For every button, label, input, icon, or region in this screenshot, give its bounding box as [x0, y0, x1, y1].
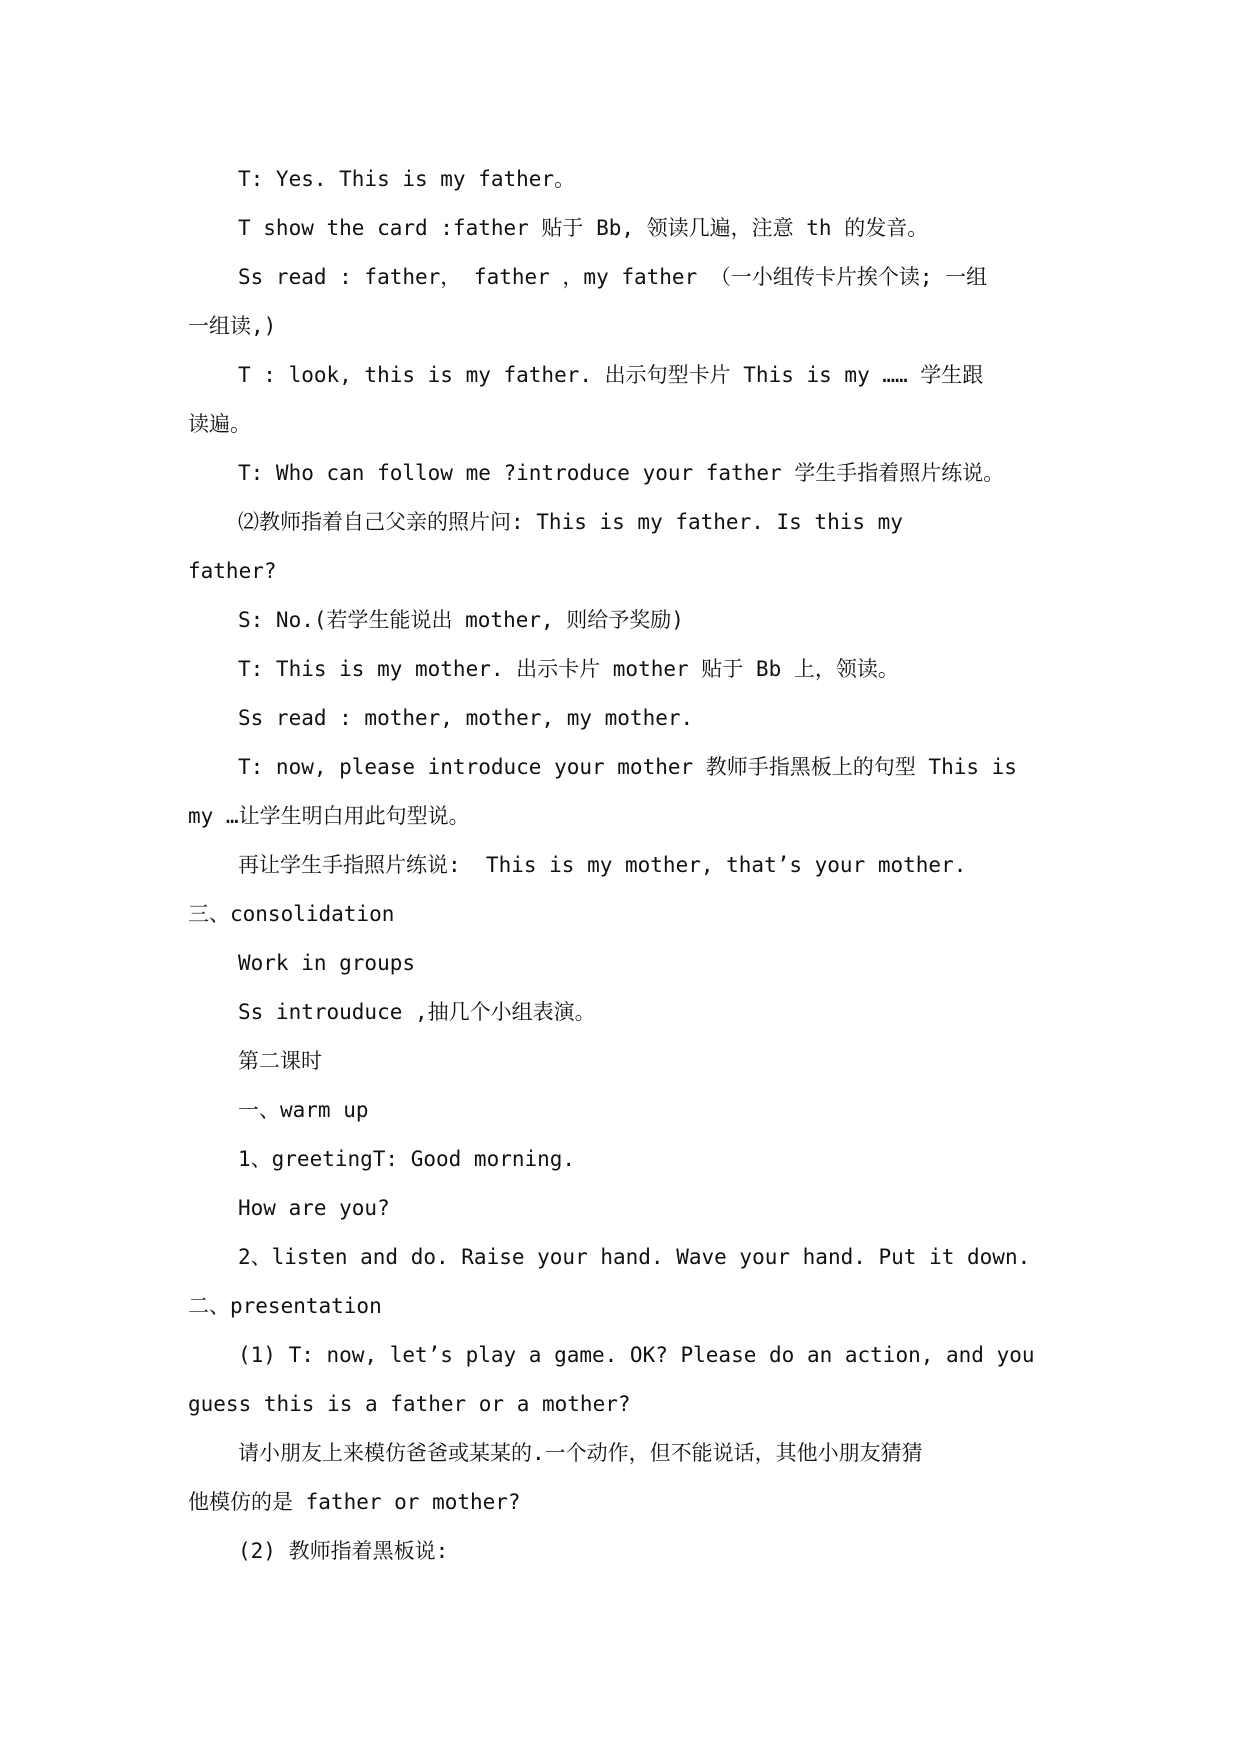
- text-line: 1、greetingT: Good morning.: [238, 1147, 576, 1171]
- document-body: [188, 155, 1058, 1576]
- text-line: 他模仿的是 father or mother?: [188, 1490, 521, 1514]
- text-line: T: Who can follow me ?introduce your father 学生手指着照片练说。: [238, 461, 1005, 485]
- text-line: T : look, this is my father. 出示句型卡片 This is my …… 学生跟: [238, 363, 984, 387]
- text-line: T show the card :father 贴于 Bb, 领读几遍，注意 th 的发音。: [238, 216, 929, 240]
- text-line: 一组读,): [188, 314, 277, 338]
- text-line: guess this is a father or a mother?: [188, 1392, 631, 1416]
- text-line: my …让学生明白用此句型说。: [188, 804, 470, 828]
- text-line: Ss read : mother, mother, my mother.: [238, 706, 694, 730]
- text-line: T: Yes. This is my father。: [238, 167, 576, 191]
- text-line: 请小朋友上来模仿爸爸或某某的.一个动作，但不能说话，其他小朋友猜猜: [238, 1441, 923, 1465]
- text-line: father?: [188, 559, 277, 583]
- text-line: 2、listen and do. Raise your hand. Wave your hand. Put it down.: [238, 1245, 1031, 1269]
- text-line: T: This is my mother. 出示卡片 mother 贴于 Bb 上，领读。: [238, 657, 899, 681]
- text-line: T: now, please introduce your mother 教师手指黑板上的句型 This is: [238, 755, 1017, 779]
- text-line: Ss read : father， father ，my father （一小组传卡片挨个读; 一组: [238, 265, 988, 289]
- text-line: (1) T: now, let’s play a game. OK? Please do an action, and you: [238, 1343, 1035, 1367]
- text-line: S: No.(若学生能说出 mother, 则给予奖励): [238, 608, 684, 632]
- text-line: 再让学生手指照片练说: This is my mother, that’s your mother.: [238, 853, 967, 877]
- text-line: Ss introuduce ,抽几个小组表演。: [238, 1000, 596, 1024]
- text-line: 读遍。: [188, 412, 251, 436]
- section-heading: 三、consolidation: [188, 902, 395, 926]
- lesson-heading: 第二课时: [238, 1049, 322, 1073]
- text-line: How are you?: [238, 1196, 390, 1220]
- text-line: (2) 教师指着黑板说:: [238, 1539, 449, 1563]
- text-line: ⑵教师指着自己父亲的照片问: This is my father. Is this my: [238, 510, 903, 534]
- text-line: Work in groups: [238, 951, 416, 975]
- section-heading: 一、warm up: [238, 1098, 369, 1122]
- section-heading: 二、presentation: [188, 1294, 382, 1318]
